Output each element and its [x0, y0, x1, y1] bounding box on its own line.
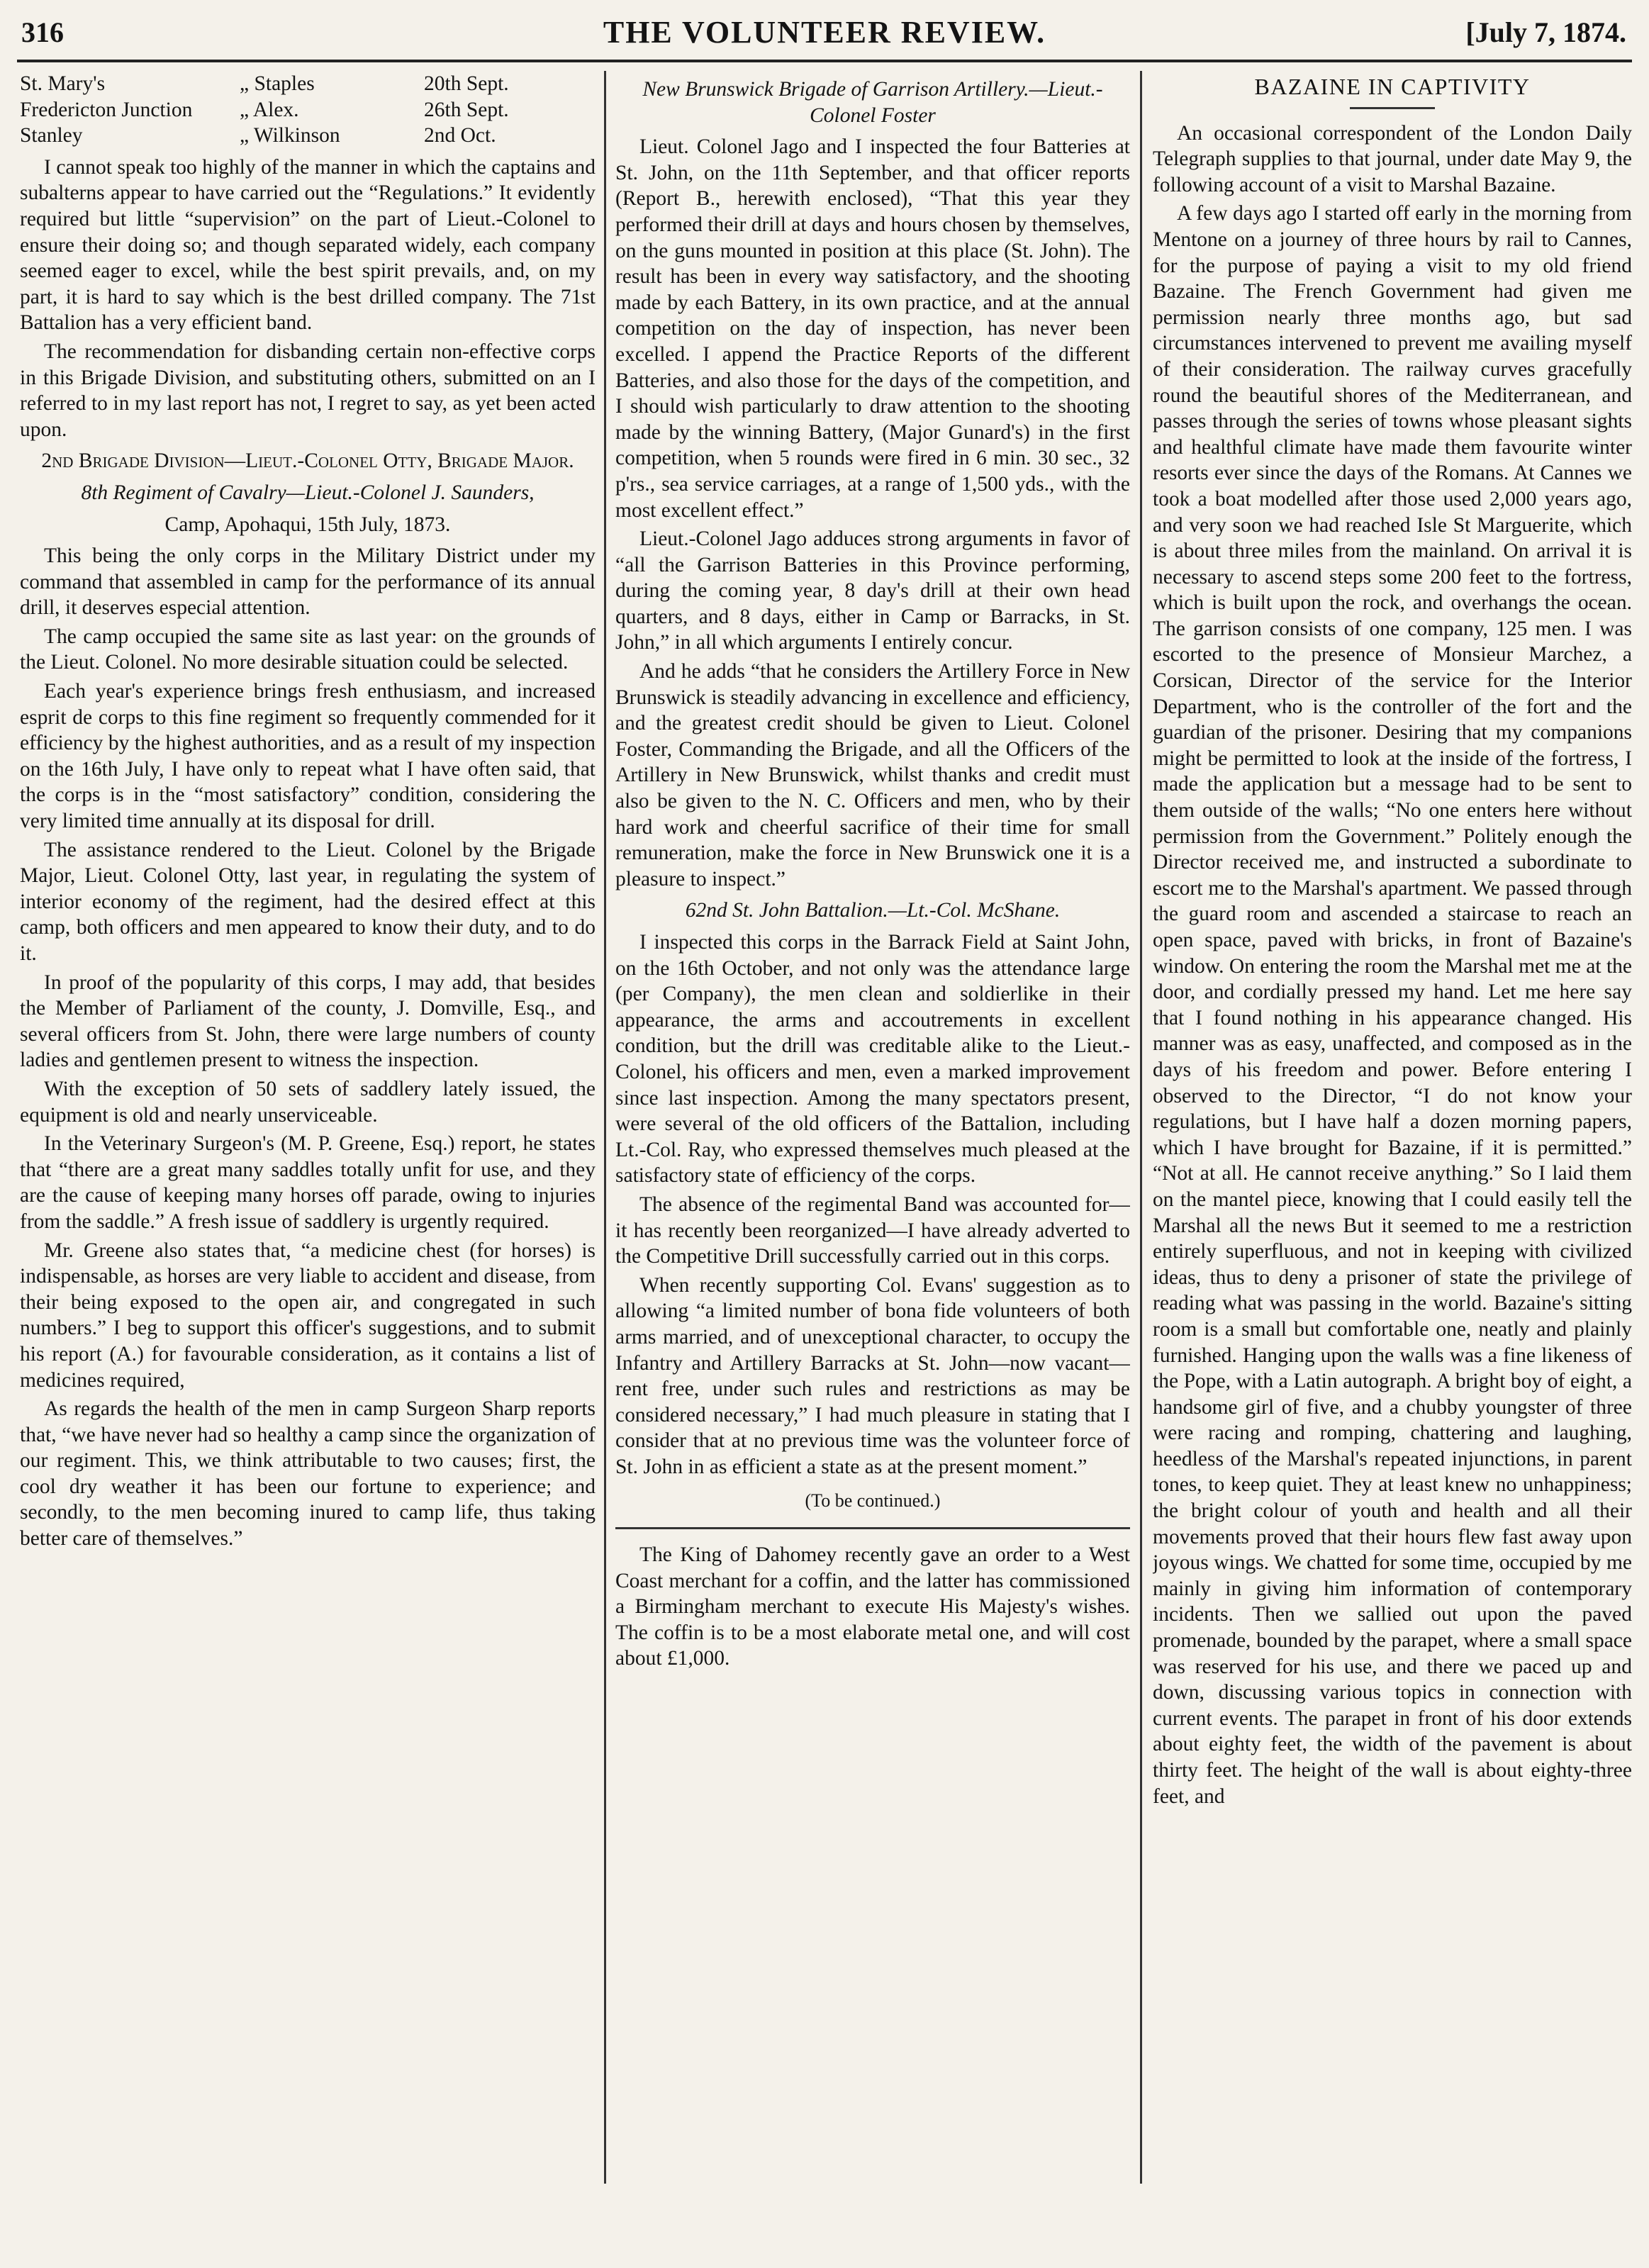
- station-place: Stanley: [20, 124, 83, 147]
- paragraph: Each year's experience brings fresh enthusiasm, and increased esprit de corps to this fine regiment so frequently commended for it efficiency by the highest authorities, and as a result of my inspection on the 16th July, I have only to repeat what I have often said, that the corps is in the “most satisfactory” condition, considering the very limited time annually at its disposal for drill.: [20, 680, 596, 833]
- column-divider-2: [1140, 71, 1142, 2184]
- paragraph: A few days ago I started off early in the morning from Mentone on a journey of three hours by rail to Cannes, for the purpose of paying a visit to my old friend Bazaine. The French Government had given me permission nearly three months ago, but sad circumstances intervened to prevent me availing myself of their consideration. The railway curves gracefully round the beautiful shores of the Mediterranean, and passes through the series of towns whose pleasant sights and healthful climate have made them favourite winter resorts ever since the days of the Romans. At Cannes we took a boat modelled after those used 2,000 years ago, and very soon we had reached Isle St Marguerite, which is about three miles from the mainland. On arrival it is necessary to ascend steps some 200 feet to the fortress, which is built upon the rock, and overhangs the ocean. The garrison consists of one company, 125 men. I was escorted to the presence of Monsieur Marchez, a Corsican, Director of the service for the Interior Department, who is the controller of the fort and the guardian of the prisoner. Desiring that my companions might be permitted to look at the inside of the fortress, I made the application but a message had to be sent to them outside of the walls; “No one enters here without permission from the Government.” Politely enough the Director received me, and instructed a subordinate to escort me to the Marshal's apartment. We passed through the guard room and ascended a staircase to reach an open space, paved with bricks, in front of Bazaine's window. On entering the room the Marshal met me at the door, and cordially pressed my hand. Let me here say that I found nothing in his appearance changed. His manner was as easy, unaffected, and composed as in the days of his freedom and power. Before entering I observed to the Director, “I do not know your regulations, but I have half a dozen morning papers, which I have brought for Bazaine, if it is permitted.” “Not at all. He cannot receive anything.” So I laid them on the mantel piece, knowing that I could easily tell the Marshal all the news But it seemed to me a restriction entirely superfluous, and not in keeping with civilized ideas, thus to deny a prisoner of state the privilege of reading what was passing in the world. Bazaine's sitting room is a small but comfortable one, neatly and plainly furnished. Hanging upon the walls was a fine likeness of the Pope, with a Latin autograph. A bright boy of eight, a handsome girl of five, and a chubby youngster of three were racing and romping, chattering and laughing, heedless of the Marshal's repeated injunctions, in parent tones, to keep quiet. They at least knew no unhappiness; the bright colour of youth and health and all their movements proved that their hours flew fast away upon joyous wings. We chatted for some time, occupied by me mainly in giving him information of contemporary incidents. Then we sallied out upon the paved promenade, bounded by the parapet, where a small space was reserved for his use, and there we paced up and down, discussing various topics in connection with current events. The parapet in front of his door extends about eighty feet, the width of the pavement is about thirty feet. The height of the wall is about eighty-three feet, and: [1153, 202, 1632, 1808]
- regiment-heading: 8th Regiment of Cavalry—Lieut.-Colonel J. Saunders,: [81, 481, 535, 504]
- paragraph: An occasional correspondent of the London Daily Telegraph supplies to that journal, under date May 9, the following account of a visit to Marshal Bazaine.: [1153, 121, 1632, 196]
- station-inspector: „ Wilkinson: [240, 124, 340, 147]
- paragraph: And he adds “that he considers the Artillery Force in New Brunswick is steadily advancing in excellence and efficiency, and the greatest credit should be given to Lieut. Colonel Foster, Commanding the Brigade, and all the Officers of the Artillery in New Brunswick, whilst thanks and credit must also be given to the N. C. Officers and men, who by their hard work and cheerful sacrifice of their time for small remuneration, make the force in New Brunswick one it is a pleasure to inspect.”: [615, 660, 1130, 890]
- battalion-heading: 62nd St. John Battalion.—Lt.-Col. McShane.: [685, 899, 1061, 922]
- station-date: 26th Sept.: [424, 98, 509, 121]
- heading-rule: [1350, 107, 1435, 109]
- station-table: [20, 71, 596, 149]
- header-rule: [17, 60, 1632, 62]
- paragraph: The assistance rendered to the Lieut. Colonel by the Brigade Major, Lieut. Colonel Otty, last year, in regulating the system of interior economy of the regiment, had the desired effect at this camp, both officers and men appeared to know their duty, and to do it.: [20, 838, 596, 965]
- paragraph: In proof of the popularity of this corps, I may add, that besides the Member of Parliament of the county, J. Domville, Esq., and several officers from St. John, there were large numbers of county ladies and gentlemen present to witness the inspection.: [20, 971, 596, 1072]
- station-inspector: „ Staples: [240, 72, 315, 95]
- page-number: 316: [21, 16, 64, 48]
- paragraph: With the exception of 50 sets of saddlery lately issued, the equipment is old and nearly unserviceable.: [20, 1077, 596, 1127]
- column-divider-1: [604, 71, 606, 2184]
- paragraph: I inspected this corps in the Barrack Field at Saint John, on the 16th October, and not only was the attendance large (per Company), the men clean and soldierlike in their appearance, the arms and accoutrements in excellent condition, but the drill was creditable alike to the Lieut.-Colonel, his officers and men, even a marked improvement since last inspection. Among the many spectators present, were several of the old officers of the Battalion, including Lt.-Col. Ray, who expressed themselves much pleased at the satisfactory state of efficiency of the corps.: [615, 931, 1130, 1188]
- camp-date: Camp, Apohaqui, 15th July, 1873.: [164, 513, 451, 536]
- paragraph: This being the only corps in the Military District under my command that assembled in camp for the performance of its annual drill, it deserves especial attention.: [20, 544, 596, 620]
- continued-note: (To be continued.): [805, 1490, 941, 1512]
- paragraph: The camp occupied the same site as last year: on the grounds of the Lieut. Colonel. No more desirable situation could be selected.: [20, 625, 596, 674]
- paragraph: As regards the health of the men in camp Surgeon Sharp reports that, “we have never had so healthy a camp since the organization of our regiment. This, we think attributable to two causes; first, the cool dry weather it has been our fortune to experience; and secondly, to the men becoming inured to camp life, thus taking better care of themselves.”: [20, 1397, 596, 1551]
- paragraph: Lieut. Colonel Jago and I inspected the four Batteries at St. John, on the 11th September, and that officer reports (Report B., herewith enclosed), “That this year they performed their drill at days and hours chosen by themselves, on the guns mounted in position at this place (St. John). The result has been in every way satisfactory, and the shooting made by each Battery, in its own practice, and at the annual competition on the day of inspection, has never been excelled. I append the Practice Reports of the different Batteries, and also those for the days of the competition, and I should wish particularly to draw attention to the shooting made by the winning Battery, (Major Gunard's) in the first competition, when 5 rounds were fired in 6 min. 30 sec., 32 p'rs., sea service carriages, at a range of 1,500 yds., with the most excellent effect.”: [615, 135, 1130, 522]
- article-heading: BAZAINE IN CAPTIVITY: [1254, 74, 1531, 99]
- column-1: [20, 71, 596, 2247]
- division-heading: 2nd Brigade Division—Lieut.-Colonel Otty, Brigade Major.: [41, 449, 574, 473]
- page-header: [20, 10, 1629, 60]
- column-3: [1153, 71, 1632, 2247]
- paragraph: The recommendation for disbanding certain non-effective corps in this Brigade Division, and substituting others, submitted on an I referred to in my last report has not, I regret to say, as yet been acted upon.: [20, 340, 596, 441]
- station-date: 20th Sept.: [424, 72, 509, 95]
- station-place: Fredericton Junction: [20, 98, 193, 121]
- station-inspector: „ Alex.: [240, 98, 299, 121]
- paragraph: I cannot speak too highly of the manner in which the captains and subalterns appear to have carried out the “Regulations.” It evidently required but little “supervision” on the part of Lieut.-Colonel to ensure their doing so; and though separated widely, each company seemed eager to excel, while the best spirit prevails, and, on my part, it is hard to say which is the best drilled company. The 71st Battalion has a very efficient band.: [20, 155, 596, 335]
- paragraph: Lieut.-Colonel Jago adduces strong arguments in favor of “all the Garrison Batteries in this Province performing, during the coming year, 8 day's drill at their own head quarters, and 8 days, either in Camp or Barracks, in St. John,” in all which arguments I entirely concur.: [615, 527, 1130, 654]
- section-rule: [615, 1527, 1130, 1529]
- column-2: [615, 71, 1130, 2247]
- paragraph: Mr. Greene also states that, “a medicine chest (for horses) is indispensable, as horses are very liable to accident and disease, from their being exposed to the open air, and congregated in such numbers.” I beg to support this officer's suggestions, and to submit his report (A.) for favourable consideration, as it contains a list of medicines required,: [20, 1239, 596, 1392]
- station-date: 2nd Oct.: [424, 124, 496, 147]
- masthead: THE VOLUNTEER REVIEW.: [603, 15, 1046, 50]
- dahomey-paragraph: The King of Dahomey recently gave an order to a West Coast merchant for a coffin, and the latter has commissioned a Birmingham merchant to execute His Majesty's wishes. The coffin is to be a most elaborate metal one, and will cost about £1,000.: [615, 1543, 1130, 1670]
- paragraph: In the Veterinary Surgeon's (M. P. Greene, Esq.) report, he states that “there are a great many saddles totally unfit for use, and they are the cause of keeping many horses off parade, owing to injuries from the saddle.” A fresh issue of saddlery is urgently required.: [20, 1132, 596, 1233]
- paragraph: When recently supporting Col. Evans' suggestion as to allowing “a limited number of bona fide volunteers of both arms married, and of unexceptional character, to occupy the Infantry and Artillery Barracks at St. John—now vacant—rent free, under such rules and restrictions as may be considered necessary,” I had much pleasure in stating that I consider that at no previous time was the volunteer force of St. John in as efficient a state as at the present moment.”: [615, 1273, 1130, 1478]
- paragraph: The absence of the regimental Band was accounted for—it has recently been reorganized—I have already adverted to the Competitive Drill successfully carried out in this corps.: [615, 1192, 1130, 1268]
- artillery-heading: New Brunswick Brigade of Garrison Artillery.—Lieut.-Colonel Foster: [642, 78, 1103, 127]
- station-place: St. Mary's: [20, 72, 106, 95]
- issue-date: [July 7, 1874.: [1465, 16, 1626, 48]
